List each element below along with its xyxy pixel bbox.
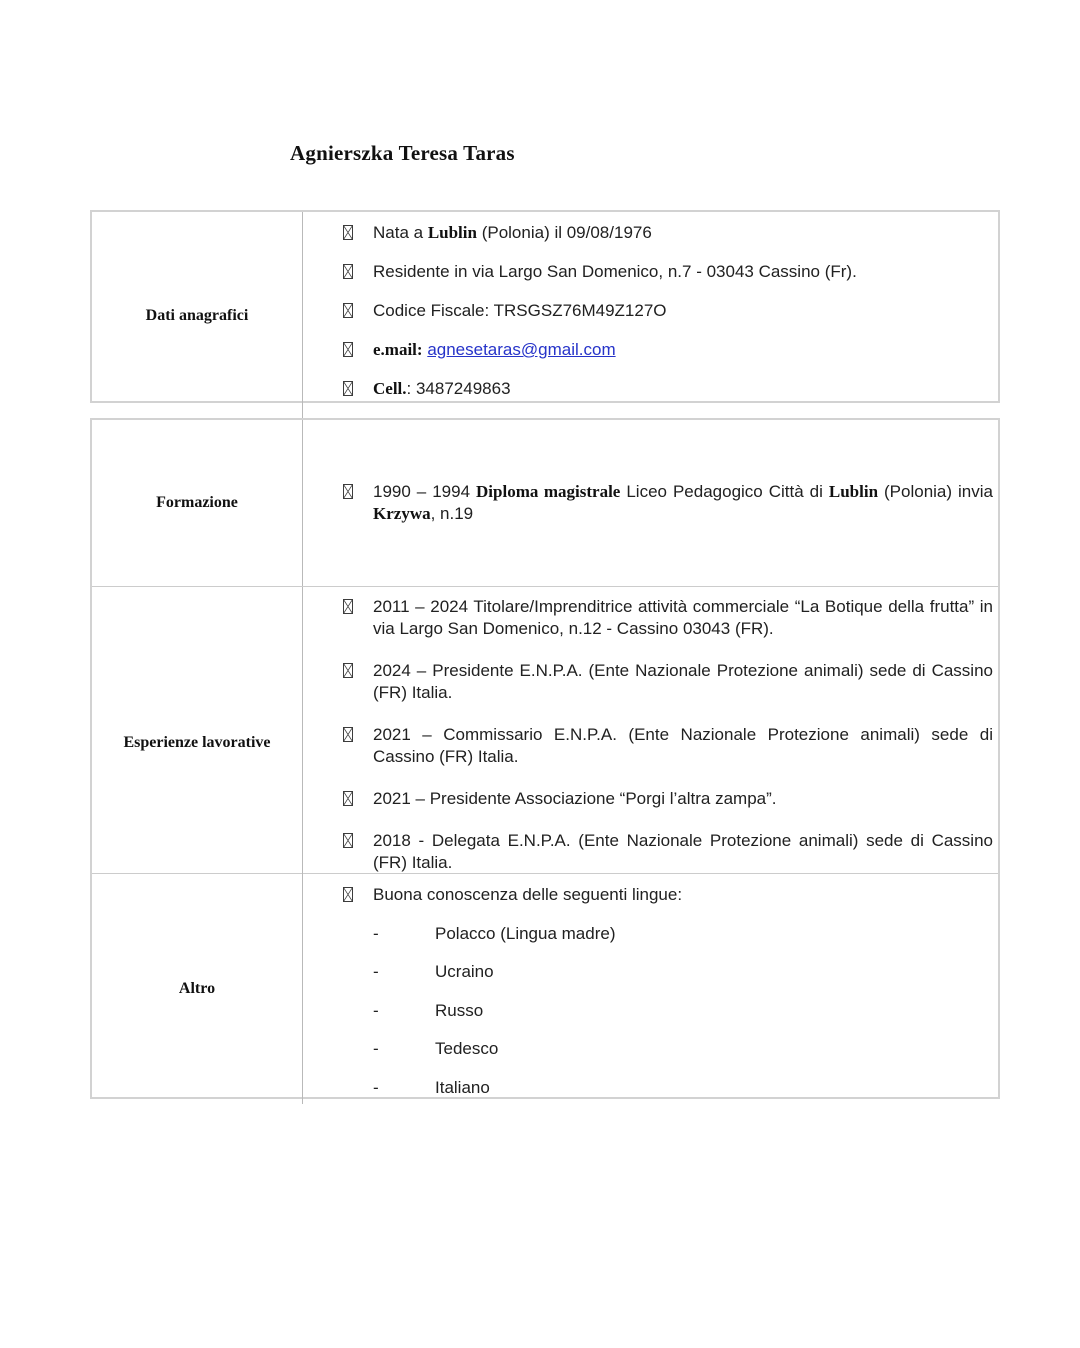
text-segment: Residente in via Largo San Domenico, n.7 - 03043 Cassino (Fr). (373, 262, 857, 281)
list-item (343, 660, 993, 704)
missing-glyph-bullet-icon (343, 338, 373, 357)
missing-glyph-bullet-icon (343, 883, 373, 902)
altro-content (303, 874, 998, 1104)
missing-glyph-bullet-icon (343, 221, 373, 240)
list-item-text (373, 481, 993, 525)
text-segment: Codice Fiscale: TRSGSZ76M49Z127O (373, 301, 667, 320)
list-item-text (373, 788, 993, 810)
text-segment: (Polonia) invia (878, 482, 993, 501)
missing-glyph-bullet-icon (343, 788, 373, 806)
missing-glyph-bullet-icon (343, 596, 373, 614)
list-item-text (373, 260, 993, 284)
list-item (343, 221, 993, 245)
dash-bullet: - (373, 923, 379, 943)
text-segment: 1990 – 1994 (373, 482, 477, 501)
list-item (343, 338, 993, 362)
language-label: Tedesco (435, 1039, 499, 1058)
language-label: Italiano (435, 1077, 490, 1097)
text-segment: 2018 - Delegata E.N.P.A. (Ente Nazionale Protezione animali) sede di Cassino (FR) Italia. (373, 831, 993, 872)
table-row (92, 586, 998, 873)
text-segment: : 3487249863 (406, 379, 511, 398)
curriculum-table (90, 418, 1000, 1099)
text-segment: Nata a (373, 223, 428, 242)
missing-glyph-bullet-icon (343, 660, 373, 678)
language-label: Ucraino (435, 962, 494, 981)
language-list-item (343, 999, 993, 1023)
text-segment: Diploma magistrale (476, 482, 621, 501)
language-label: Polacco (Lingua madre) (435, 923, 616, 943)
text-segment: Lublin (427, 223, 477, 242)
text-segment: 2024 – Presidente E.N.P.A. (Ente Nazionale Protezione animali) sede di Cassino (FR) Italia. (373, 661, 993, 702)
text-segment: 2011 – 2024 Titolare/Imprenditrice attività commerciale “La Botique della frutta” in via Largo San Domenico, n.12 - Cassino 03043 (FR). (373, 597, 993, 638)
list-item-text (373, 221, 993, 245)
missing-glyph-bullet-icon (343, 260, 373, 279)
list-item (343, 260, 993, 284)
missing-glyph-bullet-icon (343, 481, 373, 499)
missing-glyph-bullet-icon (343, 830, 373, 848)
missing-glyph-bullet-icon (343, 724, 373, 742)
table-row (92, 420, 998, 586)
text-segment: Lublin (828, 482, 879, 501)
language-list-item (343, 960, 993, 984)
list-item-text (373, 299, 993, 323)
text-segment: Krzywa (373, 504, 431, 523)
list-item-text (373, 660, 993, 704)
dati-anagrafici-content (303, 212, 998, 420)
list-item (343, 788, 993, 810)
section-label-dati-anagrafici: Dati anagrafici (92, 212, 303, 420)
text-segment: Cell. (373, 379, 407, 398)
list-item (343, 481, 993, 525)
text-segment: Buona conoscenza delle seguenti lingue: (373, 885, 683, 904)
list-item-text (373, 883, 993, 907)
language-label: Russo (435, 1000, 484, 1020)
table-row (92, 873, 998, 1097)
list-item (343, 299, 993, 323)
list-item (343, 724, 993, 768)
list-item (343, 377, 993, 401)
dash-bullet: - (373, 962, 379, 981)
section-label-altro: Altro (92, 874, 303, 1104)
list-item-text (373, 830, 993, 874)
language-list-item (343, 922, 993, 946)
dash-bullet: - (373, 1000, 379, 1020)
formazione-content (303, 420, 998, 586)
list-item-text (373, 338, 993, 362)
missing-glyph-bullet-icon (343, 377, 373, 396)
text-segment: Liceo Pedagogico Città di (620, 482, 829, 501)
text-segment: , n.19 (430, 504, 474, 523)
section-label-esperienze-lavorative: Esperienze lavorative (92, 587, 303, 898)
language-list-item (343, 1037, 993, 1061)
text-segment: e.mail: (373, 340, 423, 359)
language-list-item (343, 1076, 993, 1100)
dash-bullet: - (373, 1039, 379, 1058)
list-item (343, 596, 993, 640)
dash-bullet: - (373, 1077, 379, 1097)
text-segment: (Polonia) il 09/08/1976 (476, 223, 652, 242)
list-item (343, 830, 993, 874)
table-row (92, 212, 998, 401)
text-segment: 2021 – Commissario E.N.P.A. (Ente Nazionale Protezione animali) sede di Cassino (FR) Italia. (373, 725, 993, 766)
text-segment: 2021 – Presidente Associazione “Porgi l’altra zampa”. (373, 789, 777, 808)
email-link[interactable]: agnesetaras@gmail.com (427, 340, 616, 359)
section-label-formazione: Formazione (92, 420, 303, 586)
list-item (343, 883, 993, 907)
esperienze-content (303, 587, 998, 898)
list-item-text (373, 596, 993, 640)
list-item-text (373, 377, 993, 401)
missing-glyph-bullet-icon (343, 299, 373, 318)
list-item-text (373, 724, 993, 768)
page-title: Agnierszka Teresa Taras (290, 141, 515, 165)
dati-anagrafici-table (90, 210, 1000, 403)
